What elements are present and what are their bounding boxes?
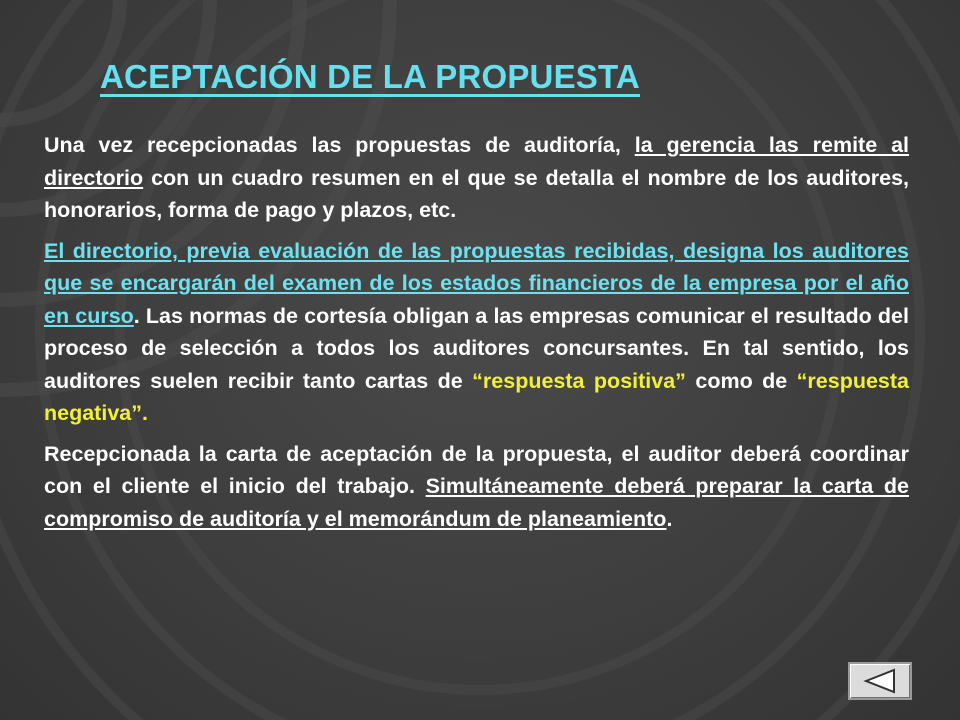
paragraph-3-underlined-text: Simultáneamente deberá preparar la carta de compromiso de auditoría y el memorándum de planeamiento	[44, 474, 909, 531]
slide-body	[44, 129, 909, 543]
paragraph-2	[44, 235, 909, 430]
paragraph-3-text: Recepcionada la carta de aceptación de la propuesta, el auditor deberá coordinar con el cliente el inicio del trabajo.	[44, 441, 909, 498]
triangle-left-icon	[850, 664, 910, 698]
back-navigation-button[interactable]	[848, 662, 912, 700]
paragraph-2-connector: como de	[685, 368, 797, 393]
paragraph-2-highlighted-text: El directorio, previa evaluación de las propuestas recibidas, designa los auditores que se encargarán del examen de los estados financieros de la empresa por el año en curso	[44, 238, 909, 328]
positive-response-text: “respuesta positiva”	[472, 368, 686, 393]
negative-response-text: “respuesta negativa”.	[44, 368, 909, 425]
paragraph-1	[44, 129, 909, 227]
paragraph-3	[44, 438, 909, 536]
paragraph-3-end: .	[666, 506, 673, 531]
paragraph-2-text: . Las normas de cortesía obligan a las empresas comunicar el resultado del proceso de selección a todos los auditores concursantes. En tal sentido, los auditores suelen recibir tanto cartas de	[44, 303, 909, 393]
paragraph-1-underlined-text: la gerencia las remite al directorio	[44, 133, 909, 190]
slide-title: ACEPTACIÓN DE LA PROPUESTA	[100, 58, 640, 95]
paragraph-1-text: Una vez recepcionadas las propuestas de auditoría,	[44, 133, 635, 157]
paragraph-1-text-end: con un cuadro resumen en el que se detalla el nombre de los auditores, honorarios, forma de pago y plazos, etc.	[44, 165, 909, 222]
